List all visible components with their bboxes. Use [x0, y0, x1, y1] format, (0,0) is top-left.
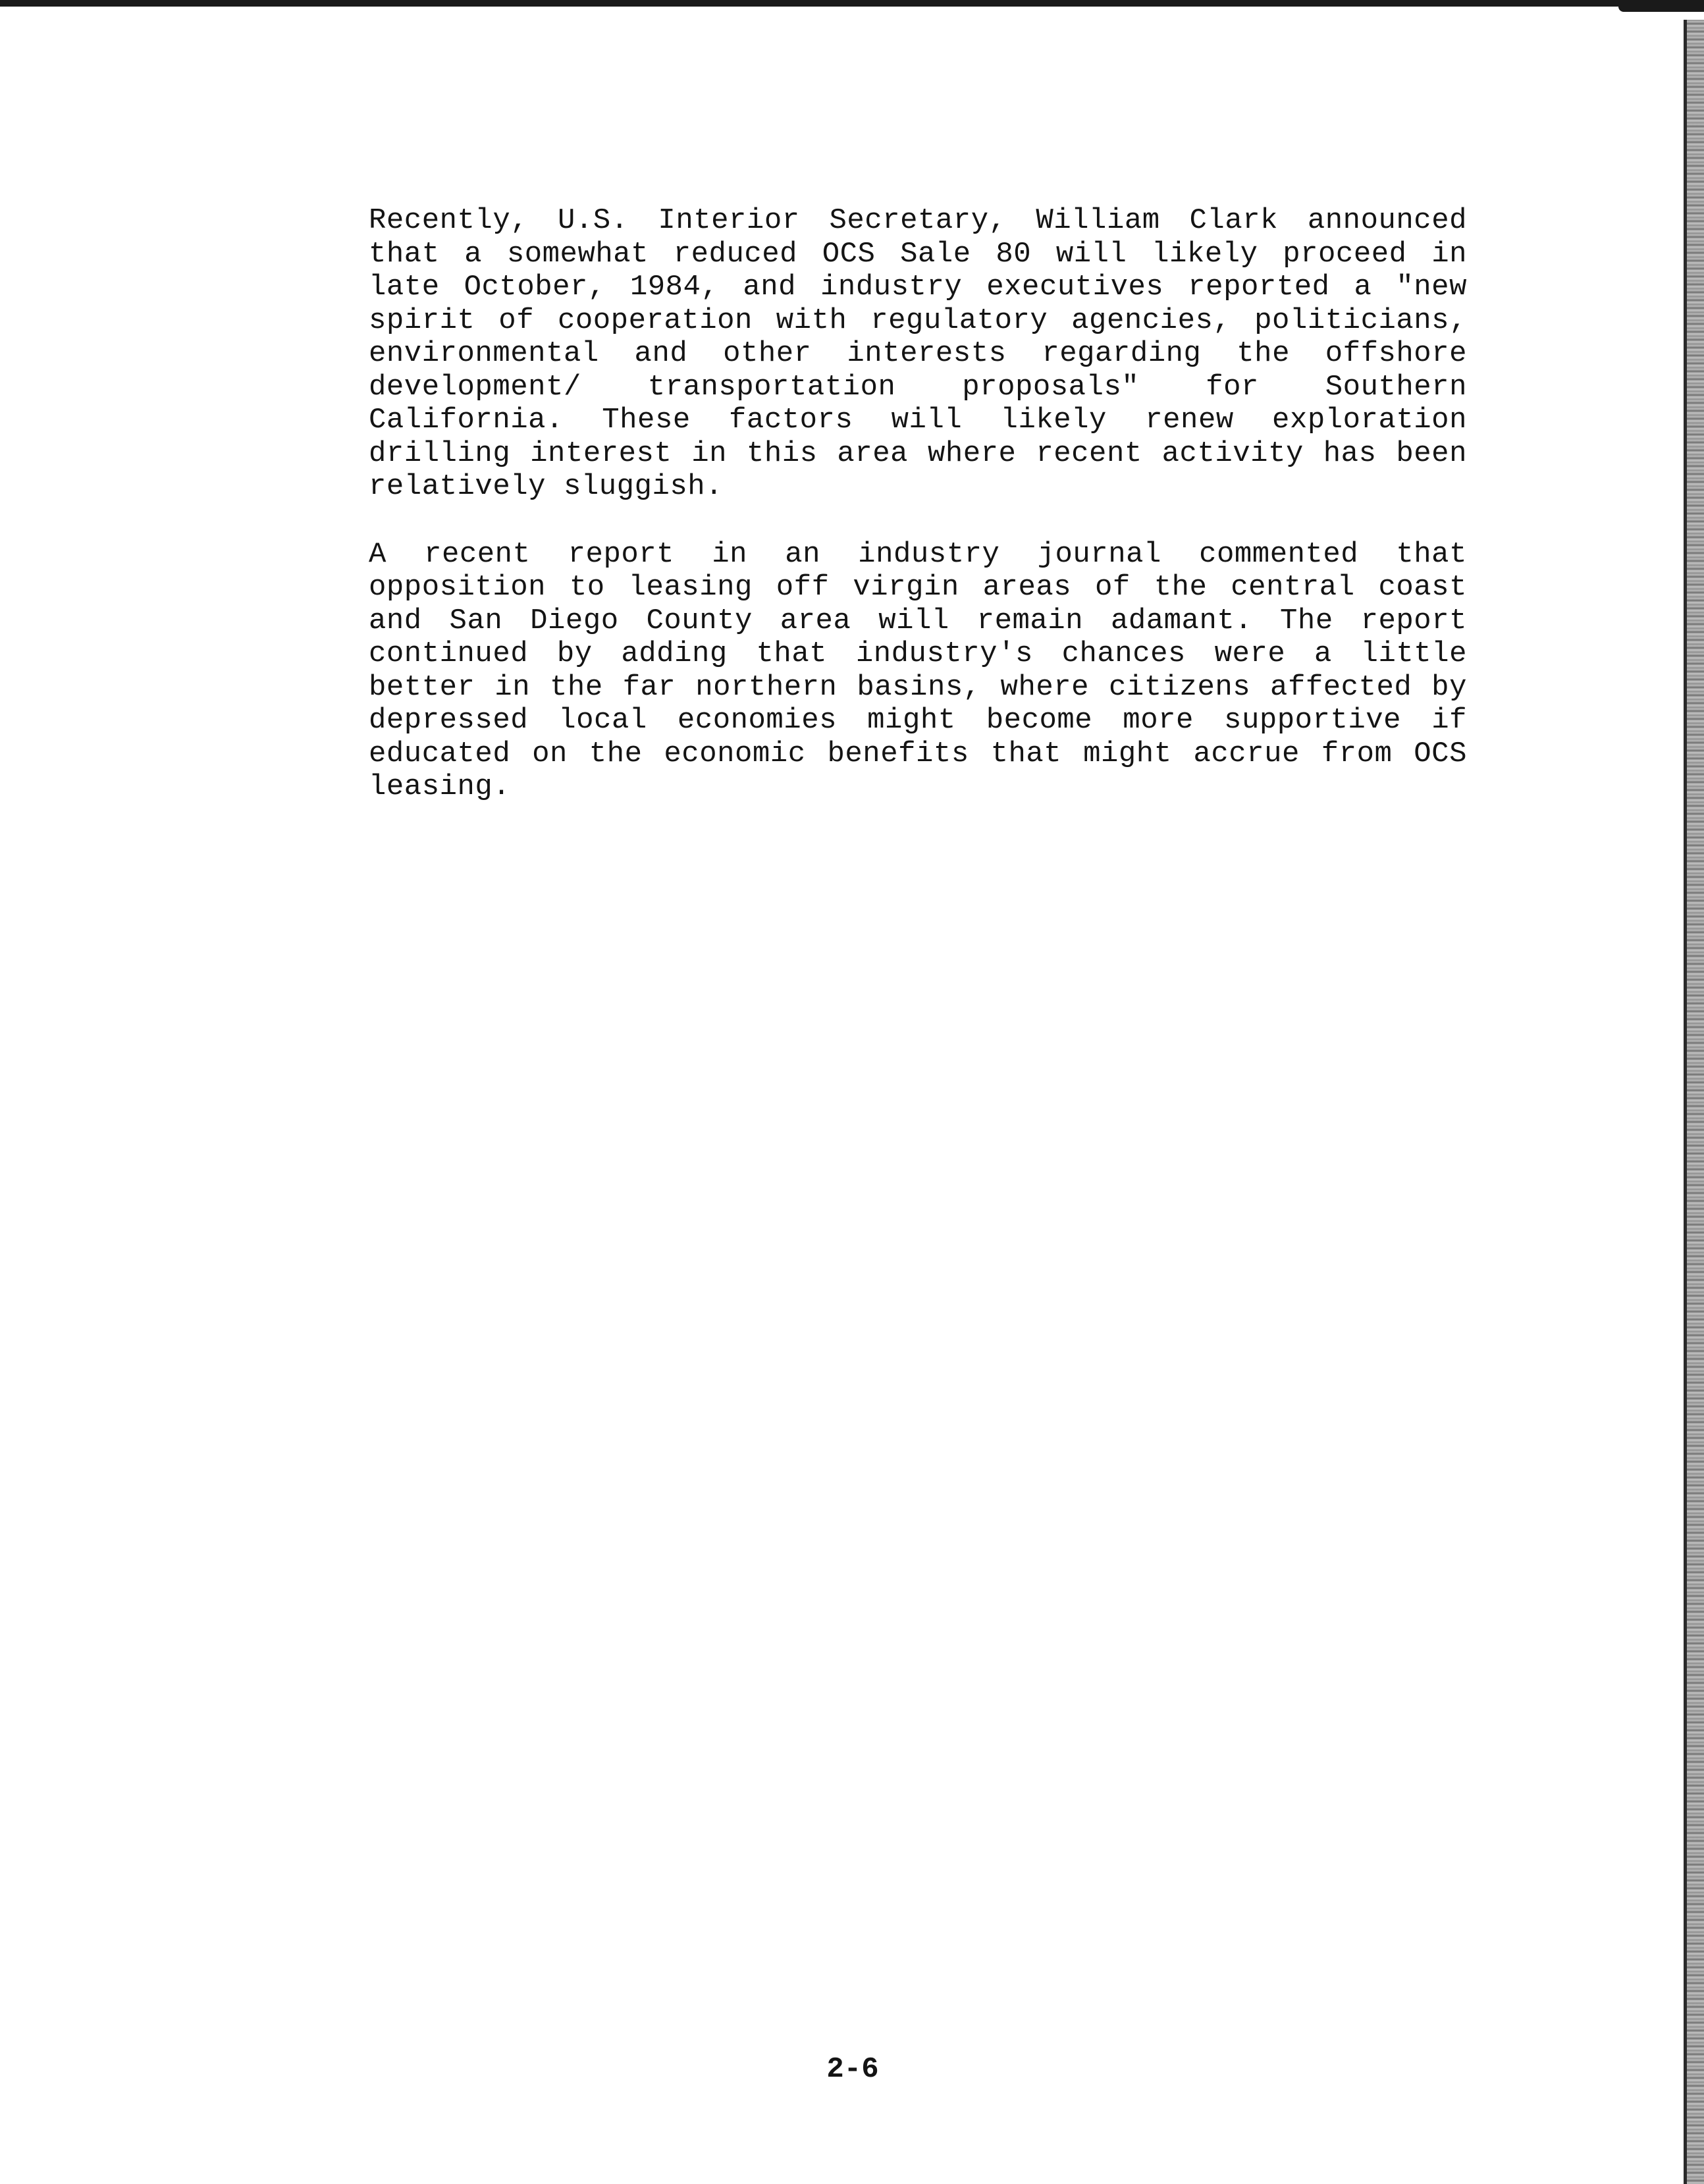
top-border-rule	[0, 0, 1704, 7]
paragraph-industry-journal: A recent report in an industry journal commented that opposition to leasing off virgin areas of the central coast and San Diego County area will remain adamant. The report continued by adding that industry's chances were a little better in the far northern basins, where citizens affected by depressed local economies might become more supportive if educated on the economic benefits that might accrue from OCS leasing.	[369, 537, 1467, 803]
page-number: 2-6	[826, 2053, 879, 2086]
document-body	[369, 204, 1467, 838]
scanned-page-edge	[1687, 20, 1704, 2184]
top-border-curl	[1618, 3, 1704, 12]
paragraph-sale-80: Recently, U.S. Interior Secretary, William Clark announced that a somewhat reduced OCS Sale 80 will likely proceed in late October, 1984, and industry executives reported a "new spirit of cooperation with regulatory agencies, politicians, environmental and other interests regarding the offshore development/ transportation proposals" for Southern California. These factors will likely renew exploration drilling interest in this area where recent activity has been relatively sluggish.	[369, 204, 1467, 503]
